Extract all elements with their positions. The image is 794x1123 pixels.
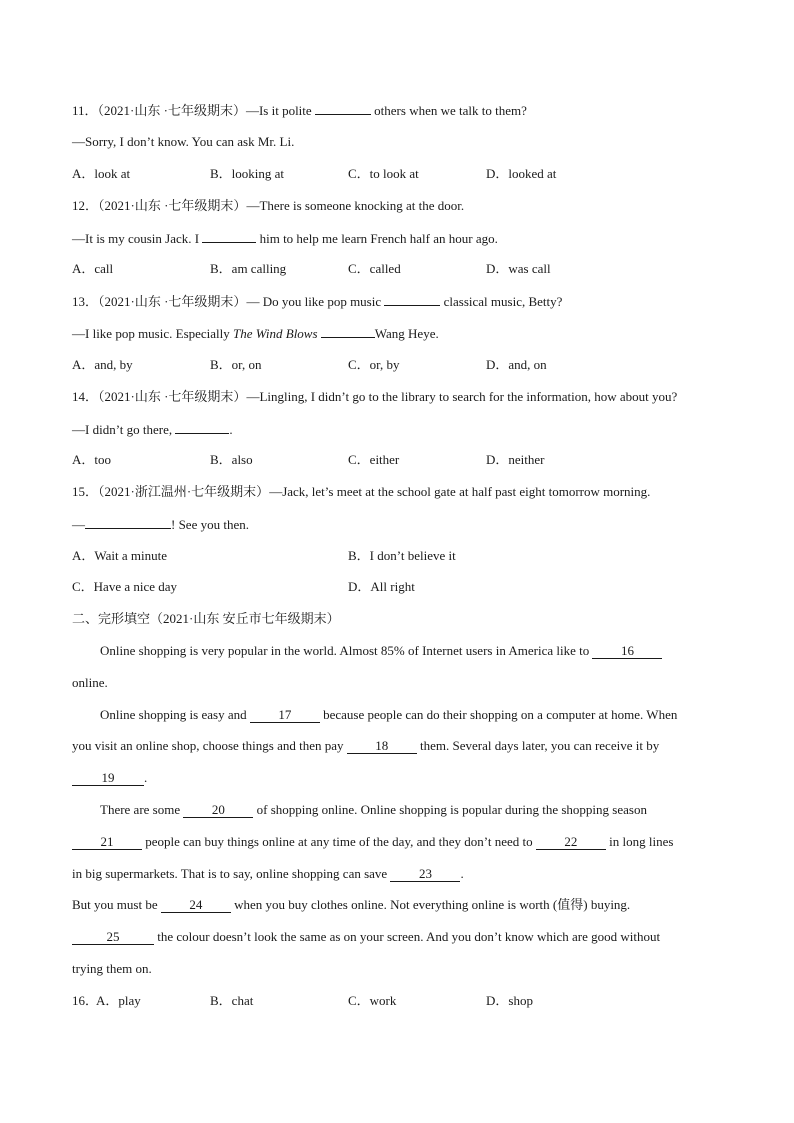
question-11-response: —Sorry, I don’t know. You can ask Mr. Li. bbox=[72, 134, 295, 149]
question-15-options-row2 bbox=[72, 577, 734, 597]
blank-25: 25 bbox=[72, 930, 154, 945]
option-d: D．All right bbox=[348, 579, 415, 594]
option-b: B．or, on bbox=[210, 357, 262, 372]
question-15-response: — ! See you then. bbox=[72, 514, 734, 534]
blank-20: 20 bbox=[183, 803, 253, 818]
question-16-options bbox=[72, 991, 734, 1011]
question-12-response: —It is my cousin Jack. I him to help me learn French half an hour ago. bbox=[72, 228, 734, 248]
blank-19: 19 bbox=[72, 771, 144, 786]
answer-blank bbox=[321, 323, 375, 338]
question-11-stem: 11．（2021·山东 ·七年级期末）—Is it polite others when we talk to them? bbox=[72, 100, 734, 120]
question-15-stem: 15．（2021·浙江温州·七年级期末）—Jack, let’s meet at the school gate at half past eight tomorrow morning. bbox=[72, 484, 651, 499]
question-number: 14． bbox=[72, 389, 99, 404]
option-d: D．was call bbox=[486, 261, 551, 276]
blank-16: 16 bbox=[592, 644, 662, 659]
passage-line: in big supermarkets. That is to say, online shopping can save 23 . bbox=[72, 866, 464, 881]
answer-blank bbox=[202, 228, 256, 243]
option-b: B．I don’t believe it bbox=[348, 548, 456, 563]
question-14-response: —I didn’t go there, . bbox=[72, 419, 734, 439]
option-c: C．Have a nice day bbox=[72, 579, 178, 594]
option-d: D．and, on bbox=[486, 357, 547, 372]
question-13-options bbox=[72, 355, 734, 375]
answer-blank bbox=[384, 291, 440, 306]
blank-18: 18 bbox=[347, 739, 417, 754]
option-b: B．also bbox=[210, 452, 253, 467]
option-c: C．or, by bbox=[348, 357, 400, 372]
option-c: C．work bbox=[348, 993, 397, 1008]
option-c: C．either bbox=[348, 452, 400, 467]
option-a: A．look at bbox=[72, 166, 131, 181]
question-number: 13． bbox=[72, 294, 99, 309]
question-number: 12． bbox=[72, 198, 99, 213]
question-11-options bbox=[72, 164, 734, 184]
passage-paragraph-4: But you must be 24 when you buy clothes online. Not everything online is worth (值得) buying. bbox=[72, 897, 631, 912]
option-c: C．to look at bbox=[348, 166, 419, 181]
question-12-stem: 12．（2021·山东 ·七年级期末）—There is someone knocking at the door. bbox=[72, 198, 465, 213]
blank-24: 24 bbox=[161, 898, 231, 913]
question-14-stem: 14．（2021·山东 ·七年级期末）—Lingling, I didn’t go to the library to search for the information, how about you? bbox=[72, 389, 678, 404]
option-a: A．too bbox=[72, 452, 112, 467]
question-12-options bbox=[72, 259, 734, 279]
option-a: A．call bbox=[72, 261, 114, 276]
song-title: The Wind Blows bbox=[233, 326, 318, 341]
option-a: A．and, by bbox=[72, 357, 133, 372]
question-14-options bbox=[72, 450, 734, 470]
answer-blank bbox=[85, 514, 171, 529]
question-number: 11． bbox=[72, 103, 98, 118]
question-source: （2021·山东 ·七年级期末） bbox=[98, 389, 247, 404]
blank-21: 21 bbox=[72, 835, 142, 850]
question-source: （2021·山东 ·七年级期末） bbox=[97, 103, 246, 118]
option-d: D．shop bbox=[486, 993, 533, 1008]
question-number: 16． bbox=[72, 993, 99, 1008]
option-b: B．looking at bbox=[210, 166, 285, 181]
option-b: B．am calling bbox=[210, 261, 287, 276]
passage-line: trying them on. bbox=[72, 961, 152, 976]
passage-line: online. bbox=[72, 675, 108, 690]
question-source: （2021·浙江温州·七年级期末） bbox=[98, 484, 270, 499]
option-a: A．play bbox=[96, 993, 141, 1008]
question-source: （2021·山东 ·七年级期末） bbox=[98, 294, 247, 309]
option-d: D．neither bbox=[486, 452, 545, 467]
passage-line: 21 people can buy things online at any time of the day, and they don’t need to 22 in long lines bbox=[72, 832, 754, 852]
answer-blank bbox=[315, 100, 371, 115]
question-source: （2021·山东 ·七年级期末） bbox=[98, 198, 247, 213]
passage-line: 19 . bbox=[72, 768, 734, 788]
option-d: D．looked at bbox=[486, 166, 557, 181]
option-a: A．Wait a minute bbox=[72, 548, 167, 563]
passage-paragraph-2: Online shopping is easy and 17 because people can do their shopping on a computer at home. When bbox=[100, 707, 678, 722]
passage-line: you visit an online shop, choose things and then pay 18 them. Several days later, you can receive it by bbox=[72, 738, 660, 753]
question-15-options-row1 bbox=[72, 546, 734, 566]
question-13-response: —I like pop music. Especially The Wind Blows Wang Heye. bbox=[72, 323, 734, 343]
blank-23: 23 bbox=[390, 867, 460, 882]
question-number: 15． bbox=[72, 484, 99, 499]
blank-17: 17 bbox=[250, 708, 320, 723]
question-13-stem: 13．（2021·山东 ·七年级期末）— Do you like pop music classical music, Betty? bbox=[72, 291, 734, 311]
passage-line: 25 the colour doesn’t look the same as on your screen. And you don’t know which are good without bbox=[72, 927, 754, 947]
option-c: C．called bbox=[348, 261, 401, 276]
option-b: B．chat bbox=[210, 993, 254, 1008]
section-heading: 二、完形填空（2021·山东 安丘市七年级期末） bbox=[72, 611, 340, 626]
answer-blank bbox=[175, 419, 229, 434]
passage-paragraph-1: Online shopping is very popular in the world. Almost 85% of Internet users in America like to 16 bbox=[100, 641, 754, 661]
passage-paragraph-3: There are some 20 of shopping online. Online shopping is popular during the shopping season bbox=[100, 802, 647, 817]
blank-22: 22 bbox=[536, 835, 606, 850]
